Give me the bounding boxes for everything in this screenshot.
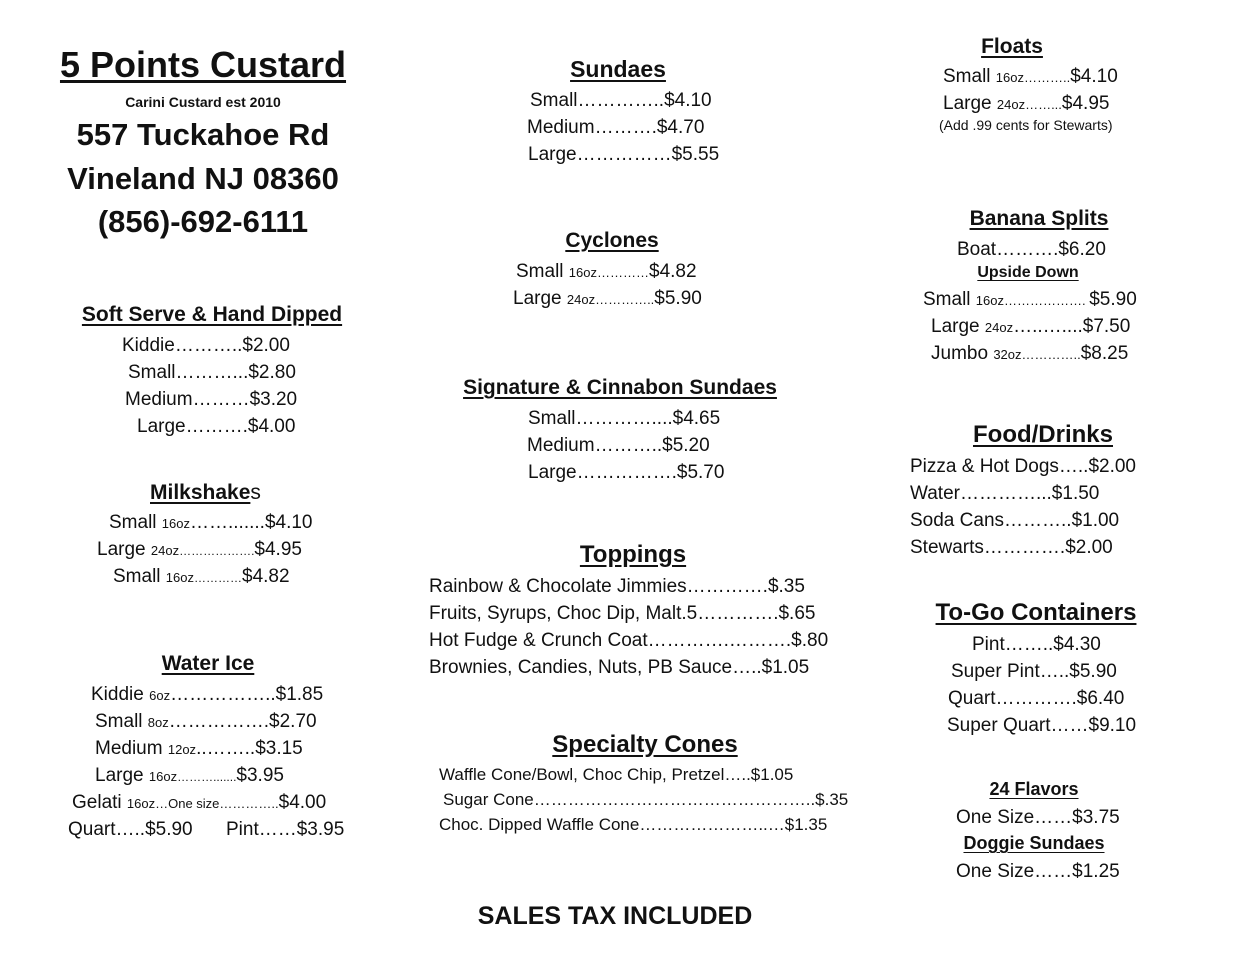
to-go-item: Super Quart……$9.10 — [947, 715, 1137, 736]
food-drink-item: Stewarts………….$2.00 — [910, 537, 1113, 558]
milkshake-item: Small 16oz…………$4.82 — [113, 566, 290, 587]
to-go-title: To-Go Containers — [935, 599, 1137, 626]
float-item: Small 16oz………..$4.10 — [943, 66, 1118, 87]
banana-splits-subtitle: Upside Down — [977, 264, 1079, 281]
business-name: 5 Points Custard — [59, 44, 347, 85]
topping-item: Fruits, Syrups, Choc Dip, Malt.5………….$.65 — [429, 603, 816, 624]
banana-split-item: Large 24oz…..…....$7.50 — [931, 316, 1131, 337]
sundae-item: Small…………..$4.10 — [530, 90, 712, 111]
food-drink-item: Soda Cans………..$1.00 — [910, 510, 1120, 531]
topping-item: Hot Fudge & Crunch Coat………….……….$.80 — [429, 630, 829, 651]
specialty-cone-item: Choc. Dipped Waffle Cone…………………..…$1.35 — [439, 815, 828, 834]
water-ice-title: Water Ice — [161, 652, 255, 675]
business-street: 557 Tuckahoe Rd — [76, 117, 330, 152]
to-go-item: Pint……..$4.30 — [972, 634, 1101, 655]
cyclone-item: Small 16oz…………$4.82 — [516, 261, 697, 282]
food-drink-item: Pizza & Hot Dogs…..$2.00 — [910, 456, 1136, 477]
flavors-item: One Size……$3.75 — [956, 807, 1120, 828]
flavors-title: 24 Flavors — [989, 779, 1079, 799]
to-go-item: Super Pint…..$5.90 — [951, 661, 1117, 682]
water-ice-quart: Quart…..$5.90 — [68, 819, 193, 840]
soft-serve-item: Large……….$4.00 — [137, 416, 296, 437]
soft-serve-item: Kiddie………..$2.00 — [122, 335, 290, 356]
to-go-item: Quart………….$6.40 — [948, 688, 1125, 709]
float-item: Large 24oz……...$4.95 — [943, 93, 1110, 114]
floats-title: Floats — [981, 35, 1043, 58]
signature-item: Large…………….$5.70 — [528, 462, 725, 483]
soft-serve-item: Medium………$3.20 — [125, 389, 298, 410]
water-ice-pint: Pint……$3.95 — [226, 819, 345, 840]
banana-split-item: Small 16oz………………. $5.90 — [923, 289, 1137, 310]
topping-item: Rainbow & Chocolate Jimmies………….$.35 — [429, 576, 805, 597]
specialty-cone-item: Sugar Cone…………………………………………..$.35 — [443, 790, 849, 809]
milkshake-item: Large 24oz……………….$4.95 — [97, 539, 302, 560]
business-phone: (856)-692-6111 — [97, 204, 309, 239]
soft-serve-title: Soft Serve & Hand Dipped — [81, 303, 343, 326]
topping-item: Brownies, Candies, Nuts, PB Sauce…..$1.05 — [429, 657, 810, 678]
soft-serve-item: Small………...$2.80 — [128, 362, 296, 383]
specialty-cones-title: Specialty Cones — [552, 731, 738, 758]
business-tagline: Carini Custard est 2010 — [125, 94, 281, 110]
signature-title: Signature & Cinnabon Sundaes — [463, 376, 777, 399]
specialty-cone-item: Waffle Cone/Bowl, Choc Chip, Pretzel…..$1.05 — [439, 765, 794, 784]
banana-split-boat: Boat……….$6.20 — [957, 239, 1106, 260]
banana-splits-title: Banana Splits — [969, 207, 1109, 230]
signature-item: Medium………..$5.20 — [527, 435, 710, 456]
floats-note: (Add .99 cents for Stewarts) — [939, 117, 1113, 133]
doggie-item: One Size……$1.25 — [956, 861, 1120, 882]
milkshake-item: Small 16oz…….......$4.10 — [109, 512, 313, 533]
water-ice-item: Kiddie 6oz……………..$1.85 — [91, 684, 324, 705]
food-drinks-title: Food/Drinks — [972, 421, 1114, 448]
cyclones-title: Cyclones — [565, 229, 659, 252]
business-city: Vineland NJ 08360 — [67, 161, 339, 196]
banana-split-item: Jumbo 32oz…………..$8.25 — [931, 343, 1129, 364]
sundae-item: Medium……….$4.70 — [527, 117, 705, 138]
water-ice-item: Small 8oz…………….$2.70 — [95, 711, 317, 732]
sales-tax-footer: SALES TAX INCLUDED — [477, 902, 753, 930]
cyclone-item: Large 24oz…………..$5.90 — [513, 288, 702, 309]
toppings-title: Toppings — [579, 541, 687, 568]
doggie-title: Doggie Sundaes — [963, 833, 1105, 853]
water-ice-item: Gelati 16oz…One size…………..$4.00 — [72, 792, 327, 813]
signature-item: Small…………....$4.65 — [528, 408, 721, 429]
water-ice-item: Large 16oz……….......$3.95 — [95, 765, 284, 786]
sundaes-title: Sundaes — [570, 56, 666, 82]
sundae-item: Large……………$5.55 — [528, 144, 720, 165]
food-drink-item: Water…………...$1.50 — [910, 483, 1100, 504]
milkshakes-title: Milkshakes — [150, 481, 261, 504]
water-ice-item: Medium 12oz..……..$3.15 — [95, 738, 303, 759]
